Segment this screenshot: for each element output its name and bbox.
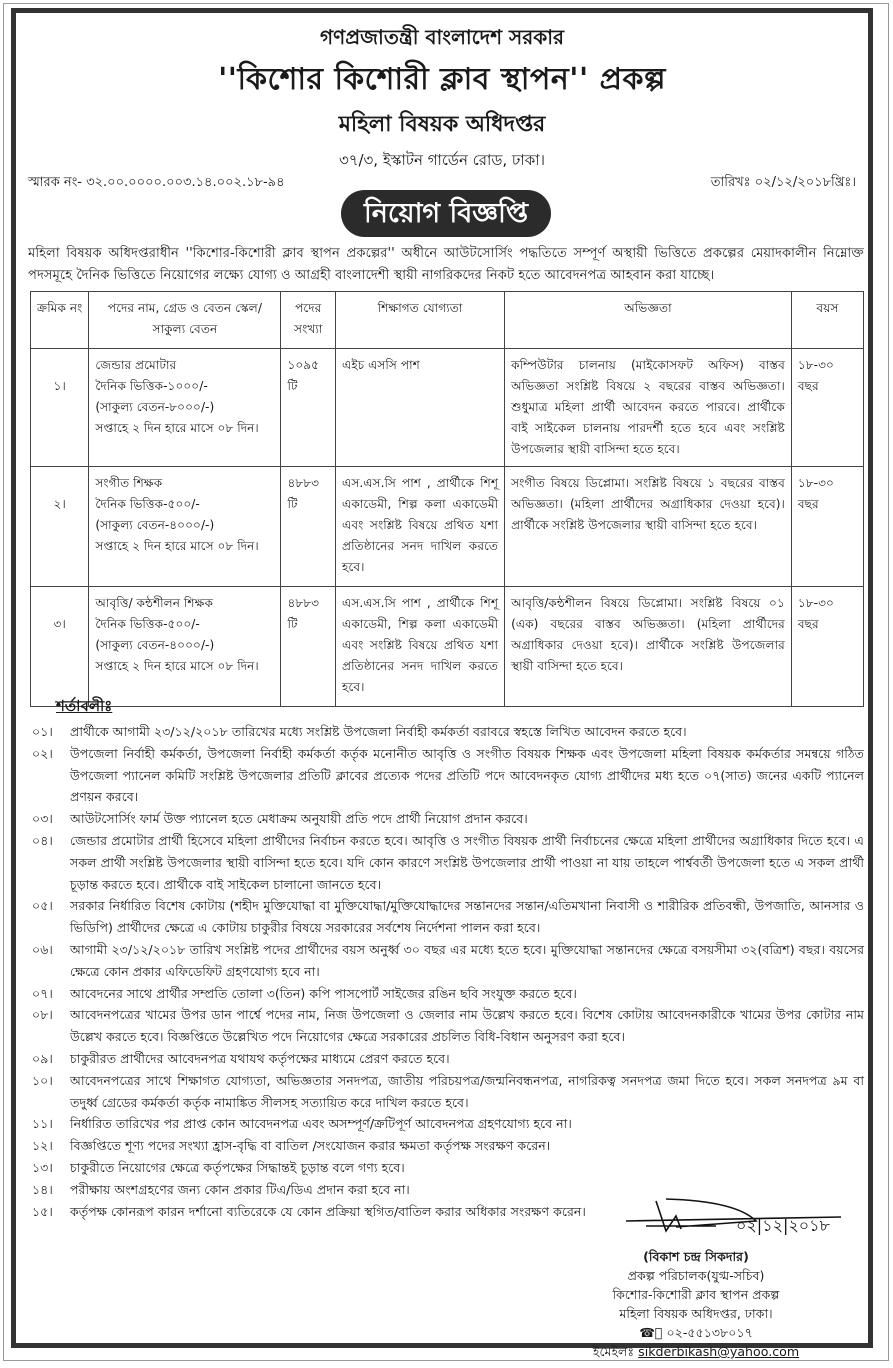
post-daily-rate: দৈনিক ভিত্তিক-৫০০/-: [95, 617, 200, 631]
row-count: [281, 349, 336, 467]
condition-item: [32, 808, 864, 830]
conditions-list: [32, 721, 864, 1222]
condition-item: [32, 983, 864, 1005]
header-education: শিক্ষাগত যোগ্যতা: [336, 292, 505, 349]
signature-block: [546, 1191, 846, 1361]
condition-text: আবেদনের সাথে প্রার্থীর সম্প্রতি তোলা ৩(তিন) কপি পাসপোর্ট সাইজের রঙিন ছবি সংযুক্ত করতে হবে।: [70, 985, 577, 1001]
condition-text: নির্ধারিত তারিখের পর প্রাপ্ত কোন আবেদনপত্র এবং অসম্পূর্ণ/ক্রটিপূর্ণ আবেদনপত্র গ্রহণযোগ্য হবে না।: [70, 1116, 572, 1132]
header-experience: অভিজ্ঞতা: [505, 292, 792, 349]
condition-text: আবেদনপত্রের সাথে শিক্ষাগত যোগ্যতা, অভিজ্ঞতার সনদপত্র, জাতীয় পরিচয়পত্র/জন্মনিবন্ধনপত্র, নাগরিকত্ব সনদপত্র জমা দিতে হবে। সকল সনদপত্র ৯ম বা তদুর্ধ্ব গ্রেডের কর্মকর্তা কর্তৃক নামাঙ্কিত সীলসহ সত্যায়িত করে দাখিল করতে হবে।: [70, 1072, 864, 1110]
row-age: ১৮-৩০ বছর: [791, 349, 863, 467]
post-count: ১০৯৫: [287, 358, 320, 372]
row-education: এইচ এসসি পাশ: [336, 349, 505, 467]
condition-number: ০৪।: [32, 832, 53, 848]
intro-paragraph: মহিলা বিষয়ক অধিদপ্তরাধীন ''কিশোর-কিশোরী ক্লাব স্থাপন প্রকল্পের'' অধীনে আউটসোর্সিং পদ্ধতিতে সম্পূর্ণ অস্থায়ী ভিত্তিতে প্রকল্পের মেয়াদকালীন নিম্নোক্ত পদসমূহে দৈনিক ভিত্তিতে নিয়োগের লক্ষ্যে যোগ্য ও আগ্রহী বাংলাদেশী স্থায়ী নাগরিকদের নিকট হতে আবেদনপত্র আহবান করা যাচ্ছে।: [28, 246, 864, 283]
post-name: জেন্ডার প্রমোটার: [95, 358, 177, 372]
condition-item: [32, 1004, 864, 1048]
signatory-project: কিশোর-কিশোরী ক্লাব স্থাপন প্রকল্প: [612, 1287, 780, 1302]
post-count-unit: টি: [287, 497, 298, 511]
conditions-title: শর্তাবলীঃ: [56, 697, 113, 715]
condition-item: [32, 721, 864, 743]
condition-text: উপজেলা নির্বাহী কর্মকর্তা, উপজেলা নির্বাহী কর্মকর্তা কর্তৃক মনোনীত আবৃত্তি ও সংগীত বিষয়ক শিক্ষক এবং উপজেলা মহিলা বিষয়ক কর্মকর্তার সমন্বয়ে গঠিত উপজেলা প্যানেল কমিটি সংশ্লিষ্ট উপজেলার প্রতিটি ক্লাবের প্রত্যেক পদের প্রতিটি পদে আবেদনকৃত যোগ্য প্রার্থীদের মধ্য হতে ০৭(সাত) জনের একটি প্যানেল প্রণয়ন করবে।: [70, 745, 864, 805]
condition-text: জেন্ডার প্রমোটার প্রার্থী হিসেবে মহিলা প্রার্থীদের নির্বাচন করতে হবে। আবৃত্তি ও সংগীত বিষয়ক প্রার্থী নির্বাচনের ক্ষেত্রে মহিলা প্রার্থীদের অগ্রাধিকার দিতে হবে। এ সকল প্রার্থী সংশ্লিষ্ট উপজেলার স্থায়ী বাসিন্দা হতে হবে। যদি কোন কারণে সংশ্লিষ্ট উপজেলার প্রার্থী পাওয়া না যায় তাহলে পার্শ্ববর্তী উপজেলা হতে এ সকল প্রার্থী চূড়ান্ত করতে হবে। প্রার্থীকে বাই সাইকেল চালানো জানতে হবে।: [70, 832, 864, 892]
condition-text: চাকুরীরত প্রার্থীদের আবেদনপত্র যথাযথ কর্তৃপক্ষের মাধ্যমে প্রেরণ করতে হবে।: [70, 1050, 450, 1066]
phone-number: ০২-৫৫১৩৮০১৭: [666, 1325, 753, 1340]
post-total-salary: (সাকুল্য বেতন-৪০০০/-): [95, 638, 215, 652]
department-name: মহিলা বিষয়ক অধিদপ্তর: [338, 112, 546, 137]
phone-icon: ☎ঃ: [639, 1325, 663, 1340]
email-link[interactable]: sikderbikash@yahoo.com: [638, 1344, 800, 1359]
post-total-salary: (সাকুল্য বেতন-৪০০০/-): [95, 518, 215, 532]
signatory-office: মহিলা বিষয়ক অধিদপ্তর, ঢাকা।: [619, 1306, 773, 1321]
issue-date: তারিখঃ ০২/১২/২০১৮খ্রিঃ।: [710, 175, 856, 190]
email-line: [546, 1342, 846, 1361]
condition-number: ১২।: [32, 1138, 53, 1154]
condition-text: আউটসোর্সিং ফার্ম উক্ত প্যানেল হতে মেধাক্রম অনুযায়ী প্রতি পদে প্রার্থী নিয়োগ প্রদান করবে।: [70, 811, 528, 827]
condition-text: বিজ্ঞপ্তিতে শূণ্য পদের সংখ্যা হ্রাস-বৃদ্ধি বা বাতিল /সংযোজন করার ক্ষমতা কর্তৃপক্ষ সংরক্ষণ করেন।: [70, 1138, 551, 1154]
condition-text: আবেদনপত্রের খামের উপর ডান পার্শ্বে পদের নাম, নিজ উপজেলা ও জেলার নাম উল্লেখ করতে হবে। বিশেষ কোটায় আবেদনকারীকে খামের উপর কোটার নাম উল্লেখ করতে হবে। বিজ্ঞপ্তিতে উল্লেখিত পদে নিয়োগের ক্ষেত্রে সরকারের প্রচলিত বিধি-বিধান অনুসরণ করা হবে।: [70, 1007, 864, 1045]
condition-item: [32, 1135, 864, 1157]
row-age: ১৮-৩০ বছর: [791, 467, 863, 587]
post-daily-rate: দৈনিক ভিত্তিক-৫০০/-: [95, 497, 200, 511]
condition-number: ০৮।: [32, 1007, 53, 1023]
row-post: [89, 349, 281, 467]
row-serial: ৩।: [31, 587, 89, 707]
handwritten-date: ০২|১২|২০১৮: [736, 1216, 830, 1235]
condition-item: [32, 830, 864, 895]
condition-text: আগামী ২৩/১২/২০১৮ তারিখ সংশ্লিষ্ট পদের প্রার্থীদের বয়স অনুর্ধ্ব ৩০ বছর এর মধ্যে হতে হবে। মুক্তিযোদ্ধা সন্তানদের ক্ষেত্রে বসয়সীমা ৩২(বত্রিশ) বছর। বয়সের ক্ষেত্রে কোন প্রকার এফিডেফিট গ্রহণযোগ্য হবে না।: [70, 941, 864, 979]
header-post: পদের নাম, গ্রেড ও বেতন স্কেল/সাকুল্য বেতন: [89, 292, 281, 349]
post-schedule: সপ্তাহে ২ দিন হারে মাসে ০৮ দিন।: [95, 539, 259, 553]
post-count: ৪৮৮৩: [287, 476, 320, 490]
condition-number: ০৯।: [32, 1050, 53, 1066]
header-serial: ক্রমিক নং: [31, 292, 89, 349]
condition-number: ১৪।: [32, 1181, 53, 1197]
row-experience: কম্পিউটার চালনায় (মাইকোসফট অফিস) বাস্তব অভিজ্ঞতা সংশ্লিষ্ট বিষয়ে ২ বছরের বাস্তব অভিজ্ঞতা। শুধুমাত্র মহিলা প্রার্থী আবেদন করতে পারবে। প্রার্থীকে বাই সাইকেল চালনায় পারদর্শী হতে হবে এবং সংশ্লিষ্ট উপজেলার স্থায়ী বাসিন্দা হতে হবে।: [505, 349, 792, 467]
condition-text: চাকুরীতে নিয়োগের ক্ষেত্রে কর্তৃপক্ষের সিদ্ধান্তই চূড়ান্ত বলে গণ্য হবে।: [70, 1159, 405, 1175]
condition-item: [32, 1157, 864, 1179]
post-count-unit: টি: [287, 617, 298, 631]
row-post: [89, 467, 281, 587]
condition-text: পরীক্ষায় অংশগ্রহণের জন্য কোন প্রকার টিএ/ডিএ প্রদান করা হবে না।: [70, 1181, 410, 1197]
post-name: আবৃত্তি/ কন্ঠশীলন শিক্ষক: [95, 596, 213, 610]
post-count-unit: টি: [287, 379, 298, 393]
row-count: [281, 467, 336, 587]
row-experience: আবৃত্তি/কন্ঠশীলন বিষয়ে ডিপ্লোমা। সংশ্লিষ্ট বিষয়ে ০১ (এক) বছরের বাস্তব অভিজ্ঞতা। (মহিলা প্রার্থীদের অগ্রাধিকার দেওয়া হবে)। প্রার্থীকে সংশ্লিষ্ট উপজেলার স্থায়ী বাসিন্দা হতে হবে।: [505, 587, 792, 707]
memo-number: স্মারক নং- ৩২.০০.০০০০.০০৩.১৪.০০২.১৮-৯৪: [28, 175, 285, 190]
condition-number: ০৫।: [32, 898, 53, 914]
condition-text: কর্তৃপক্ষ কোনরূপ কারন দর্শানো ব্যতিরেকে যে কোন প্রক্রিয়া স্থগিত/বাতিল করার অধিকার সংরক্ষণ করেন।: [70, 1203, 586, 1219]
post-total-salary: (সাকুল্য বেতন-৮০০০/-): [95, 400, 215, 414]
row-experience: সংগীত বিষয়ে ডিপ্লোমা। সংশ্লিষ্ট বিষয়ে ১ বছরের বাস্তব অভিজ্ঞতা। (মহিলা প্রার্থীদের অগ্রাধিকার দেওয়া হবে)। প্রার্থীকে সংশ্লিষ্ট উপজেলার স্থায়ী বাসিন্দা হতে হবে।: [505, 467, 792, 587]
notice-frame: [11, 8, 873, 1359]
condition-text: প্রার্থীকে আগামী ২৩/১২/২০১৮ তারিখের মধ্যে সংশ্লিষ্ট উপজেলা নির্বাহী কর্মকর্তা বরাবরে স্বহস্তে লিখিত আবেদন করতে হবে।: [70, 724, 687, 739]
condition-number: ০২।: [32, 745, 53, 761]
post-daily-rate: দৈনিক ভিত্তিক-১০০০/-: [95, 379, 208, 393]
condition-item: [32, 1070, 864, 1114]
condition-number: ০৬।: [32, 941, 53, 957]
notice-title-badge: নিয়োগ বিজ্ঞপ্তি: [341, 190, 551, 237]
table-row: [31, 349, 864, 467]
row-post: [89, 587, 281, 707]
phone-line: [546, 1323, 846, 1342]
condition-number: ১৫।: [32, 1203, 53, 1219]
signatory-name: (বিকাশ চন্দ্র সিকদার): [643, 1249, 749, 1264]
government-heading: গণপ্রজাতন্ত্রী বাংলাদেশ সরকার: [320, 25, 564, 49]
header-count: পদের সংখ্যা: [281, 292, 336, 349]
project-title: ''কিশোর কিশোরী ক্লাব স্থাপন'' প্রকল্প: [218, 62, 666, 97]
job-table: [30, 291, 864, 707]
row-education: এস.এস.সি পাশ , প্রার্থীকে শিশূ একাডেমী, শিল্প কলা একাডেমী এবং সংশ্লিষ্ট বিষয়ে প্রথিত যশা প্রতিষ্ঠানের সনদ দাখিল করতে হবে।: [336, 587, 505, 707]
post-schedule: সপ্তাহে ২ দিন হারে মাসে ০৮ দিন।: [95, 659, 259, 673]
condition-number: ১৩।: [32, 1159, 53, 1175]
condition-item: [32, 1113, 864, 1135]
condition-text: সরকার নির্ধারিত বিশেষ কোটায় (শহীদ মুক্তিযোদ্ধা বা মুক্তিযোদ্ধা/মুক্তিযোদ্ধাদের সন্তানদের সন্তান/এতিমখানা নিবাসী ও শারীরিক প্রতিবন্ধী, উপজাতি, আনসার ও ভিডিপি) প্রার্থীদের ক্ষেত্রে এ কোটায় চাকুরীর বিষয়ে সরকারের সর্বশেষ নির্দেশনা পালন করা হবে।: [70, 898, 864, 936]
post-name: সংগীত শিক্ষক: [95, 476, 163, 490]
post-count: ৪৮৮৩: [287, 596, 320, 610]
condition-item: [32, 1048, 864, 1070]
row-count: [281, 587, 336, 707]
table-row: [31, 587, 864, 707]
condition-number: ০৭।: [32, 985, 53, 1001]
condition-item: [32, 743, 864, 808]
condition-number: ০১।: [32, 724, 53, 739]
table-row: [31, 467, 864, 587]
address: ৩৭/৩, ইস্কাটন গার্ডেন রোড, ঢাকা।: [339, 151, 545, 169]
condition-number: ০৩।: [32, 811, 53, 827]
table-header-row: [31, 292, 864, 349]
condition-number: ১১।: [32, 1116, 53, 1132]
row-serial: ২।: [31, 467, 89, 587]
post-schedule: সপ্তাহে ২ দিন হারে মাসে ০৮ দিন।: [95, 421, 259, 435]
row-serial: ১।: [31, 349, 89, 467]
condition-item: [32, 939, 864, 983]
condition-item: [32, 895, 864, 939]
condition-number: ১০।: [32, 1072, 53, 1088]
email-label: ইমেইলঃ: [592, 1344, 635, 1359]
header-age: বয়স: [791, 292, 863, 349]
row-age: ১৮-৩০ বছর: [791, 587, 863, 707]
signatory-designation: প্রকল্প পরিচালক(যুগ্ম-সচিব): [627, 1268, 765, 1283]
row-education: এস.এস.সি পাশ , প্রার্থীকে শিশূ একাডেমী, শিল্প কলা একাডেমী এবং সংশ্লিষ্ট বিষয়ে প্রথিত যশা প্রতিষ্ঠানের সনদ দাখিল করতে হবে।: [336, 467, 505, 587]
